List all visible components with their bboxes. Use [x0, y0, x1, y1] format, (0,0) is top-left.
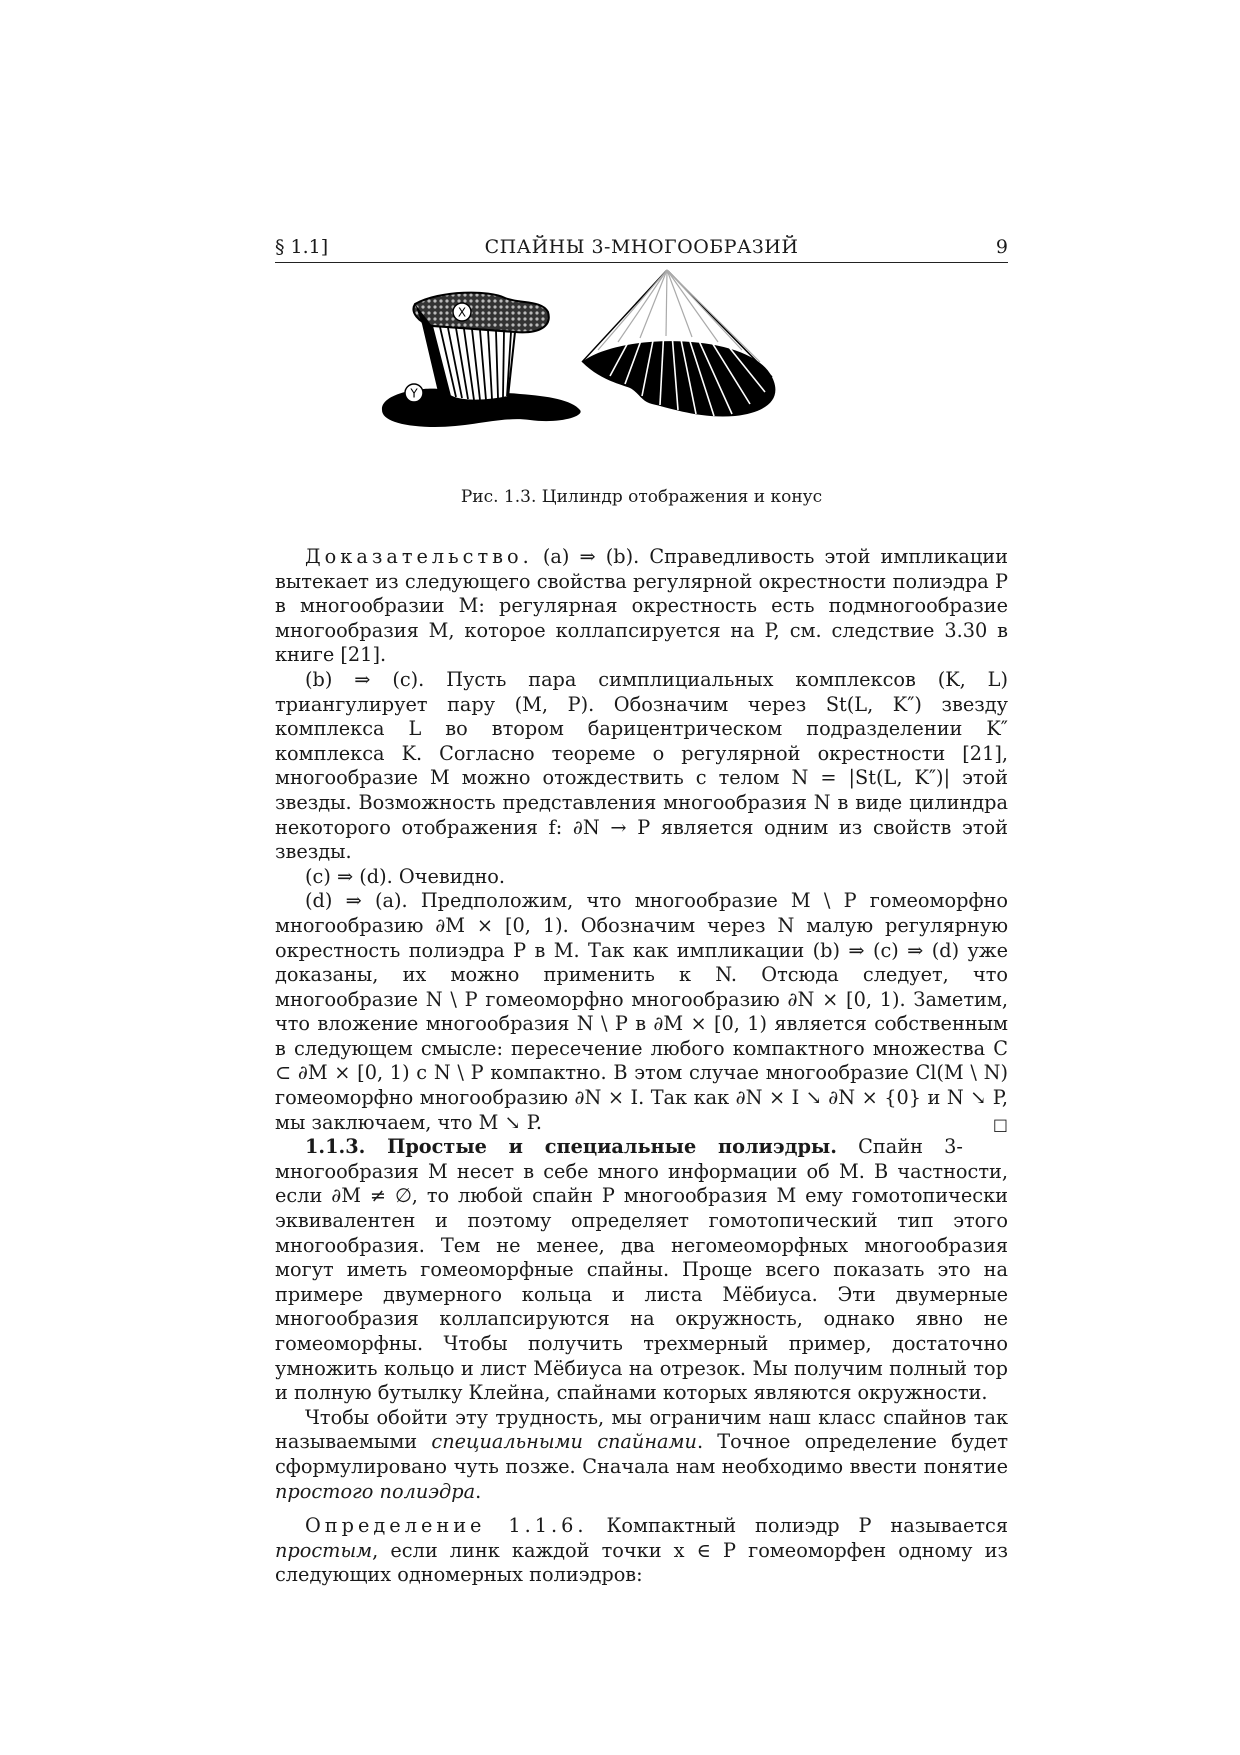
label-y: Y — [410, 386, 418, 401]
section-title: 1.1.3. Простые и специальные полиэдры. — [305, 1135, 837, 1159]
section-paragraph-1 — [275, 1135, 1008, 1406]
proof-text-4: (d) ⇒ (a). Предположим, что многообразие M \ P гомеоморфно многообразию ∂M × [0, 1). Обозначим через N малую регулярную окрестность полиэдра P в M. Так как импликации (b) ⇒ (c) ⇒ (d) уже доказаны, их можно применить к N. Отсюда следует, что многообразие N \ P гомеоморфно многообразию ∂N × [0, 1). Заметим, что вложение многообразия N \ P в ∂M × [0, 1) является собственным в следующем смысле: пересечение любого компактного множества C ⊂ ∂M × [0, 1) с N \ P компактно. В этом случае многообразие Cl(M \ N) гомеоморфно многообразию ∂N × I. Так как ∂N × I ↘ ∂N × {0} и N ↘ P, мы заключаем, что M ↘ P. — [275, 889, 1008, 1134]
section-text-2a: Чтобы обойти эту трудность, мы ограничим наш класс спайнов так называемыми — [275, 1405, 1008, 1454]
definition-text-a: Компактный полиэдр P называется — [606, 1514, 1008, 1538]
section-text-1: Спайн 3-многообразия M несет в себе много информации об M. В частности, если ∂M ≠ ∅, то любой спайн P многообразия M ему гомотопически эквивалентен и поэтому определяет гомотопический тип этого многообразия. Тем не менее, два негомеоморфных многообразия могут иметь гомеоморфные спайны. Проще всего показать это на примере двумерного кольца и листа Мёбиуса. Эти двумерные многообразия коллапсируются на окружность, однако явно не гомеоморфны. Чтобы получить трехмерный пример, достаточно умножить кольцо и лист Мёбиуса на отрезок. Мы получим полный тор и полную бутылку Клейна, спайнами которых являются окружности. — [275, 1135, 1008, 1405]
mapping-cylinder-drawing — [382, 293, 581, 427]
proof-paragraph-2: (b) ⇒ (c). Пусть пара симплициальных комплексов (K, L) триангулирует пару (M, P). Обозначим через St(L, K″) звезду комплекса L во втором барицентрическом подразделении K″ комплекса K. Согласно теореме о регулярной окрестности [21], многообразие M можно отождествить с телом N = |St(L, K″)| этой звезды. Возможность представления многообразия N в виде цилиндра некоторого отображения f: ∂N → P является одним из свойств этой звезды. — [275, 667, 1008, 864]
figure-caption: Рис. 1.3. Цилиндр отображения и конус — [460, 487, 823, 507]
qed-symbol: □ — [992, 1114, 1008, 1134]
section-text-2c: . — [475, 1479, 482, 1503]
section-text-2b: . Точное определение будет сформулировано чуть позже. Сначала нам необходимо ввести понятие — [275, 1430, 1008, 1478]
term-simple-polyhedron: простого полиэдра — [275, 1479, 476, 1503]
term-simple: простым — [275, 1538, 373, 1562]
cone-drawing — [582, 270, 775, 417]
page-number: 9 — [995, 236, 1008, 258]
proof-text-1: (a) ⇒ (b). Справедливость этой импликации вытекает из следующего свойства регулярной окрестности полиэдра P в многообразии M: регулярная окрестность есть подмногообразие многообразия M, которое коллапсируется на P, см. следствие 3.30 в книге [21]. — [275, 545, 1008, 667]
section-paragraph-2 — [275, 1406, 1008, 1504]
definition-label: Определение 1.1.6. — [305, 1514, 588, 1538]
running-header — [275, 236, 1008, 263]
page-body — [275, 545, 1008, 1588]
definition-paragraph — [275, 1514, 1008, 1588]
section-number: § 1.1] — [275, 236, 329, 258]
proof-label: Доказательство. — [305, 545, 533, 568]
proof-paragraph-1 — [275, 545, 1008, 668]
figure-1-3 — [410, 292, 840, 472]
proof-paragraph-4 — [275, 889, 1008, 1135]
chapter-title: СПАЙНЫ 3-МНОГООБРАЗИЙ — [484, 236, 799, 258]
label-x: X — [457, 305, 467, 320]
proof-paragraph-3: (c) ⇒ (d). Очевидно. — [305, 864, 506, 888]
mapping-cylinder-and-cone-illustration — [410, 292, 840, 472]
definition-text-b: , если линк каждой точки x ∈ P гомеоморфен одному из следующих одномерных полиэдров: — [275, 1538, 1008, 1587]
term-special-spines: специальными спайнами — [431, 1430, 697, 1454]
